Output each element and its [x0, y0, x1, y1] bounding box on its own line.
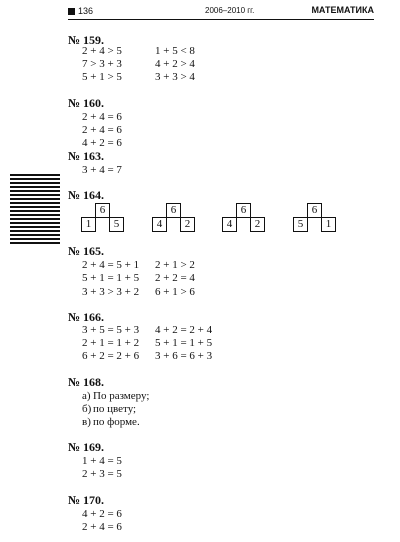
task-165-number: № 165.	[68, 244, 105, 258]
task-165-row-1-col-1: 2 + 4 = 5 + 1	[82, 259, 140, 271]
house-right-cell: 1	[321, 217, 336, 232]
task-169-row-2: 2 + 3 = 5	[82, 468, 122, 480]
house-left-cell: 4	[152, 217, 167, 232]
header-years: 2006–2010 гг.	[205, 6, 255, 15]
task-166-row-2-col-2: 5 + 1 = 1 + 5	[155, 337, 213, 349]
task-159-row-2-col-1: 7 > 3 + 3	[82, 58, 122, 70]
running-header	[68, 5, 374, 20]
task-159-row-1-col-2: 1 + 5 < 8	[155, 45, 195, 57]
task-166-row-3-col-1: 6 + 2 = 2 + 6	[82, 350, 140, 362]
number-house	[293, 203, 337, 233]
task-165-row-3-col-2: 6 + 1 > 6	[155, 286, 195, 298]
task-168-item-a-marker: а)	[82, 390, 91, 402]
task-163-number: № 163.	[68, 149, 105, 163]
task-159-row-3-col-1: 5 + 1 > 5	[82, 71, 122, 83]
house-right-cell: 5	[109, 217, 124, 232]
task-168-item-b-text: по цвету;	[93, 403, 137, 415]
number-house	[81, 203, 125, 233]
header-square-icon	[68, 8, 75, 15]
task-165-row-3-col-1: 3 + 3 > 3 + 2	[82, 286, 140, 298]
task-160-row-3: 4 + 2 = 6	[82, 137, 122, 149]
task-169-number: № 169.	[68, 440, 105, 454]
task-165-row-1-col-2: 2 + 1 > 2	[155, 259, 195, 271]
task-168-number: № 168.	[68, 375, 105, 389]
house-right-cell: 2	[180, 217, 195, 232]
task-164-number: № 164.	[68, 188, 105, 202]
task-166-row-1-col-1: 3 + 5 = 5 + 3	[82, 324, 140, 336]
house-top-cell: 6	[95, 203, 110, 218]
task-169-row-1: 1 + 4 = 5	[82, 455, 122, 467]
task-168-item-b-marker: б)	[82, 403, 92, 415]
task-170-number: № 170.	[68, 493, 105, 507]
task-160-row-1: 2 + 4 = 6	[82, 111, 122, 123]
task-159-row-1-col-1: 2 + 4 > 5	[82, 45, 122, 57]
house-left-cell: 4	[222, 217, 237, 232]
house-right-cell: 2	[250, 217, 265, 232]
house-left-cell: 5	[293, 217, 308, 232]
number-house	[222, 203, 266, 233]
task-165-row-2-col-2: 2 + 2 = 4	[155, 272, 195, 284]
task-168-item-c-marker: в)	[82, 416, 91, 428]
task-168-item-c-text: по форме.	[93, 416, 140, 428]
task-163-row-1: 3 + 4 = 7	[82, 164, 122, 176]
page-number: 136	[78, 6, 94, 16]
number-house	[152, 203, 196, 233]
task-160-number: № 160.	[68, 96, 105, 110]
margin-stripes-decoration	[10, 174, 60, 244]
task-159-row-2-col-2: 4 + 2 > 4	[155, 58, 195, 70]
task-170-row-2: 2 + 4 = 6	[82, 521, 122, 533]
house-top-cell: 6	[236, 203, 251, 218]
task-166-row-1-col-2: 4 + 2 = 2 + 4	[155, 324, 213, 336]
task-166-number: № 166.	[68, 310, 105, 324]
task-166-row-3-col-2: 3 + 6 = 6 + 3	[155, 350, 213, 362]
task-168-item-a-text: По размеру;	[93, 390, 150, 402]
house-left-cell: 1	[81, 217, 96, 232]
task-165-row-2-col-1: 5 + 1 = 1 + 5	[82, 272, 140, 284]
task-166-row-2-col-1: 2 + 1 = 1 + 2	[82, 337, 140, 349]
house-top-cell: 6	[166, 203, 181, 218]
task-159-row-3-col-2: 3 + 3 > 4	[155, 71, 195, 83]
task-170-row-1: 4 + 2 = 6	[82, 508, 122, 520]
task-159-number: № 159.	[68, 33, 105, 47]
task-160-row-2: 2 + 4 = 6	[82, 124, 122, 136]
header-subject: МАТЕМАТИКА	[311, 5, 374, 15]
house-top-cell: 6	[307, 203, 322, 218]
